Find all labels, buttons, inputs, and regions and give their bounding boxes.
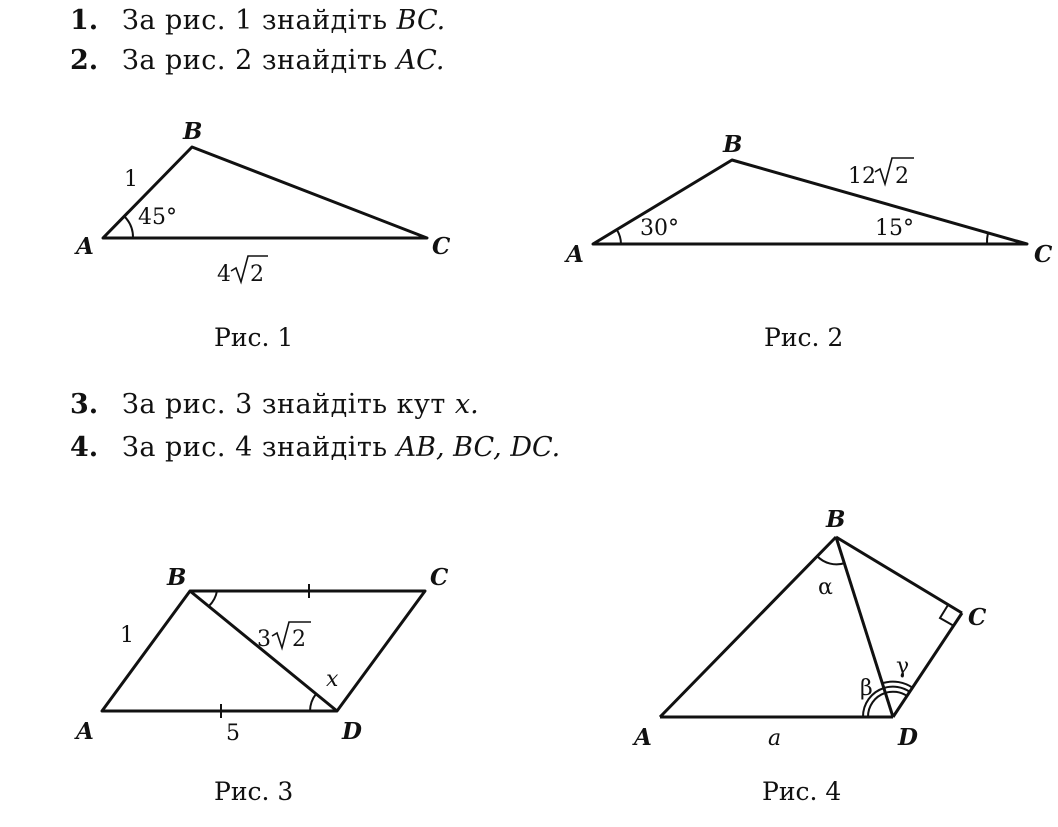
angle-arc-a	[124, 216, 133, 238]
vertex-label-a: A	[566, 241, 584, 268]
vertex-label-b: B	[723, 131, 743, 158]
problem-number: 1.	[70, 5, 99, 36]
vertex-label-a: A	[76, 718, 94, 745]
angle-beta-label: β	[860, 676, 873, 701]
angle-x-label: x	[326, 667, 339, 692]
angle-arc-b	[209, 591, 217, 606]
figure-4-caption: Рис. 4	[762, 777, 842, 806]
angle-arc-d-gamma-inner	[885, 692, 907, 696]
side-ab-label: 1	[120, 623, 134, 648]
problem-number: 3.	[70, 389, 99, 420]
side-ac-label	[217, 256, 268, 287]
vertex-label-a: A	[634, 724, 652, 751]
side-ab	[660, 537, 836, 717]
vertex-label-d: D	[898, 724, 918, 751]
side-ac-radicand: 2	[250, 262, 264, 287]
problem-number: 4.	[70, 432, 99, 463]
figure-2	[564, 131, 1053, 352]
figure-2-caption: Рис. 2	[764, 323, 844, 352]
angle-a-label: 30°	[640, 216, 679, 241]
problem-text: За рис. 4 знайдіть	[122, 432, 397, 463]
side-ad-label: 5	[226, 721, 240, 746]
problem-target: AB, BC, DC.	[396, 432, 561, 463]
angle-alpha-label: α	[818, 575, 833, 600]
angle-arc-a	[617, 230, 621, 244]
side-bc-coefficient: 12	[848, 164, 876, 189]
figure-1	[74, 118, 451, 352]
vertex-label-c: C	[430, 564, 449, 591]
angle-gamma-label: γ	[896, 654, 910, 679]
diagonal-bd-radicand: 2	[292, 627, 306, 652]
side-bc-radicand: 2	[895, 164, 909, 189]
vertex-label-c: C	[432, 233, 451, 260]
angle-arc-b	[817, 556, 845, 564]
problem-text: За рис. 1 знайдіть	[122, 5, 397, 36]
problem-text: За рис. 3 знайдіть кут	[122, 389, 455, 420]
angle-c-label: 15°	[875, 216, 914, 241]
side-bc-label	[848, 158, 914, 189]
side-ad-label: a	[768, 726, 782, 751]
side-ac-coefficient: 4	[217, 262, 231, 287]
angle-arc-d	[310, 694, 316, 711]
side-ab-label: 1	[124, 167, 138, 192]
vertex-label-b: B	[826, 506, 846, 533]
problem-text: За рис. 2 знайдіть	[122, 45, 397, 76]
problem-target: BC.	[396, 5, 446, 36]
figure-3-caption: Рис. 3	[214, 777, 294, 806]
vertex-label-c: C	[1034, 241, 1053, 268]
angle-a-label: 45°	[138, 205, 177, 230]
problem-target: x.	[454, 389, 479, 420]
angle-arc-c	[987, 233, 988, 244]
vertex-label-c: C	[968, 604, 987, 631]
diagonal-bd-label	[257, 622, 311, 652]
figure-3	[74, 564, 449, 806]
figure-1-caption: Рис. 1	[214, 323, 294, 352]
vertex-label-b: B	[183, 118, 203, 145]
diagonal-bd-coefficient: 3	[257, 627, 271, 652]
figure-4	[632, 506, 987, 806]
problem-target: AC.	[396, 45, 445, 76]
vertex-label-d: D	[342, 718, 362, 745]
problem-number: 2.	[70, 45, 99, 76]
vertex-label-a: A	[76, 233, 94, 260]
vertex-label-b: B	[167, 564, 187, 591]
